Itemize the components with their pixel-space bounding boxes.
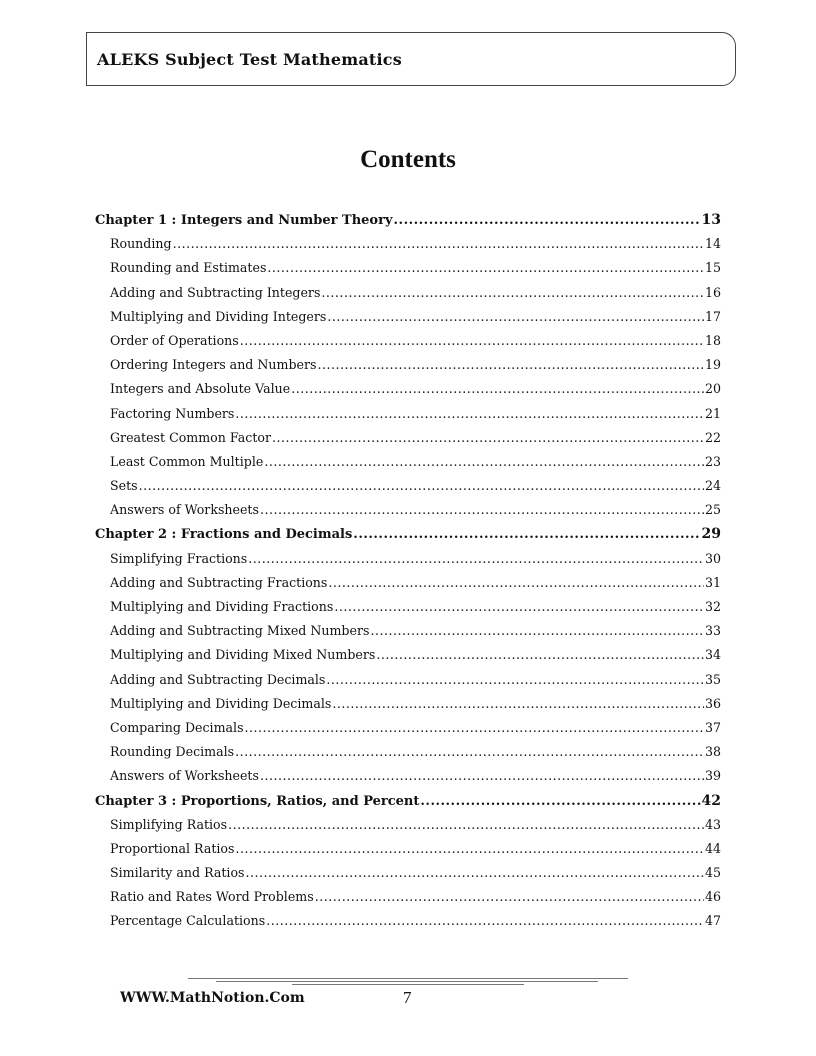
toc-chapter-entry[interactable] xyxy=(95,212,721,236)
toc-entry[interactable] xyxy=(95,599,721,623)
toc-entry[interactable] xyxy=(95,744,721,768)
footer-website: WWW.MathNotion.Com xyxy=(120,990,305,1006)
footer-rule xyxy=(188,978,628,979)
toc-entry[interactable] xyxy=(95,720,721,744)
toc-leader-dots xyxy=(370,623,704,638)
toc-leader-dots xyxy=(139,478,704,493)
toc-leader-dots xyxy=(321,285,704,300)
toc-leader-dots xyxy=(235,841,703,856)
toc-page-number: 38 xyxy=(704,744,721,760)
toc-leader-dots xyxy=(260,768,704,783)
toc-page-number: 35 xyxy=(704,671,721,687)
toc-page-number: 25 xyxy=(704,502,721,518)
toc-entry-title: Percentage Calculations xyxy=(110,913,266,929)
toc-entry-title: Sets xyxy=(110,478,138,494)
toc-leader-dots xyxy=(315,889,704,904)
toc-entry[interactable] xyxy=(95,357,721,381)
toc-entry-title: Multiplying and Dividing Decimals xyxy=(110,695,332,711)
toc-entry[interactable] xyxy=(95,889,721,913)
toc-page-number: 19 xyxy=(704,357,721,373)
toc-entry[interactable] xyxy=(95,672,721,696)
toc-leader-dots xyxy=(327,309,704,324)
toc-page-number: 42 xyxy=(701,792,721,809)
toc-entry[interactable] xyxy=(95,454,721,478)
toc-entry[interactable] xyxy=(95,260,721,284)
toc-leader-dots xyxy=(317,357,704,372)
toc-page-number: 23 xyxy=(704,453,721,469)
toc-entry-title: Adding and Subtracting Fractions xyxy=(110,574,328,590)
toc-entry-title: Simplifying Fractions xyxy=(110,550,248,566)
toc-entry-title: Similarity and Ratios xyxy=(110,865,245,881)
toc-entry-title: Proportional Ratios xyxy=(110,840,235,856)
toc-page-number: 47 xyxy=(704,913,721,929)
toc-entry-title: Multiplying and Dividing Mixed Numbers xyxy=(110,647,376,663)
toc-leader-dots xyxy=(332,696,704,711)
toc-chapter-entry[interactable] xyxy=(95,526,721,550)
toc-page-number: 13 xyxy=(701,212,721,228)
toc-leader-dots xyxy=(245,720,704,735)
toc-entry[interactable] xyxy=(95,841,721,865)
toc-entry-title: Ratio and Rates Word Problems xyxy=(110,889,314,905)
toc-entry-title: Order of Operations xyxy=(110,332,239,348)
toc-entry[interactable] xyxy=(95,768,721,792)
toc-page-number: 29 xyxy=(701,526,721,543)
toc-page-number: 39 xyxy=(704,768,721,784)
toc-page-number: 46 xyxy=(704,889,721,905)
toc-entry-title: Rounding and Estimates xyxy=(110,260,267,276)
toc-entry[interactable] xyxy=(95,430,721,454)
toc-page-number: 30 xyxy=(704,550,721,566)
toc-entry[interactable] xyxy=(95,478,721,502)
toc-entry[interactable] xyxy=(95,502,721,526)
toc-entry[interactable] xyxy=(95,623,721,647)
toc-leader-dots xyxy=(248,551,704,566)
toc-page-number: 44 xyxy=(704,840,721,856)
toc-entry[interactable] xyxy=(95,236,721,260)
table-of-contents xyxy=(95,212,721,938)
header-title: ALEKS Subject Test Mathematics xyxy=(97,50,402,69)
toc-entry-title: Multiplying and Dividing Integers xyxy=(110,308,327,324)
toc-page-number: 32 xyxy=(704,599,721,614)
toc-entry-title: Simplifying Ratios xyxy=(110,816,228,832)
toc-entry[interactable] xyxy=(95,406,721,430)
toc-entry-title: Greatest Common Factor xyxy=(110,429,271,445)
toc-entry[interactable] xyxy=(95,696,721,720)
toc-entry-title: Factoring Numbers xyxy=(110,405,235,421)
toc-leader-dots xyxy=(353,527,700,542)
toc-page-number: 37 xyxy=(704,719,721,735)
toc-entry[interactable] xyxy=(95,285,721,309)
toc-entry-title: Multiplying and Dividing Fractions xyxy=(110,599,334,614)
toc-leader-dots xyxy=(173,236,704,251)
toc-page-number: 21 xyxy=(704,405,721,421)
toc-entry-title: Chapter 2 : Fractions and Decimals xyxy=(95,527,353,543)
toc-entry-title: Answers of Worksheets xyxy=(110,502,259,518)
toc-entry-title: Adding and Subtracting Mixed Numbers xyxy=(110,623,370,639)
toc-page-number: 17 xyxy=(704,308,721,324)
toc-leader-dots xyxy=(246,865,704,880)
toc-entry[interactable] xyxy=(95,381,721,405)
toc-page-number: 18 xyxy=(704,332,721,348)
toc-leader-dots xyxy=(240,333,704,348)
toc-entry-title: Adding and Subtracting Integers xyxy=(110,284,321,300)
toc-page-number: 16 xyxy=(704,284,721,300)
toc-page-number: 24 xyxy=(704,478,721,494)
toc-page-number: 22 xyxy=(704,429,721,445)
toc-leader-dots xyxy=(334,599,704,614)
toc-entry-title: Answers of Worksheets xyxy=(110,768,259,784)
toc-leader-dots xyxy=(235,744,704,759)
toc-leader-dots xyxy=(328,575,704,590)
toc-entry-title: Adding and Subtracting Decimals xyxy=(110,671,326,687)
toc-page-number: 20 xyxy=(704,381,721,397)
toc-leader-dots xyxy=(420,794,700,809)
toc-leader-dots xyxy=(291,381,704,396)
toc-leader-dots xyxy=(266,913,704,928)
toc-entry-title: Least Common Multiple xyxy=(110,453,264,469)
toc-entry[interactable] xyxy=(95,309,721,333)
toc-entry[interactable] xyxy=(95,575,721,599)
toc-entry-title: Chapter 3 : Proportions, Ratios, and Percent xyxy=(95,793,420,809)
toc-entry[interactable] xyxy=(95,333,721,357)
toc-entry[interactable] xyxy=(95,913,721,937)
toc-leader-dots xyxy=(272,430,704,445)
toc-entry-title: Integers and Absolute Value xyxy=(110,381,291,397)
toc-entry-title: Chapter 1 : Integers and Number Theory xyxy=(95,213,393,228)
footer-page-number: 7 xyxy=(403,988,412,1007)
toc-page-number: 31 xyxy=(704,574,721,590)
toc-entry[interactable] xyxy=(95,647,721,671)
toc-entry[interactable] xyxy=(95,865,721,889)
toc-leader-dots xyxy=(267,260,704,275)
footer-rule xyxy=(216,981,598,982)
toc-page-number: 43 xyxy=(704,816,721,832)
toc-entry-title: Rounding Decimals xyxy=(110,744,235,760)
toc-entry[interactable] xyxy=(95,551,721,575)
page-title: Contents xyxy=(360,146,456,173)
toc-leader-dots xyxy=(260,502,704,517)
toc-entry-title: Rounding xyxy=(110,236,172,252)
toc-leader-dots xyxy=(394,213,701,228)
toc-leader-dots xyxy=(228,817,704,832)
toc-entry-title: Comparing Decimals xyxy=(110,719,244,735)
toc-chapter-entry[interactable] xyxy=(95,793,721,817)
toc-page-number: 14 xyxy=(704,236,721,252)
footer-rule xyxy=(292,984,524,985)
toc-leader-dots xyxy=(264,454,704,469)
toc-leader-dots xyxy=(235,406,704,421)
toc-leader-dots xyxy=(326,672,704,687)
toc-entry[interactable] xyxy=(95,817,721,841)
toc-page-number: 34 xyxy=(704,647,721,663)
toc-page-number: 36 xyxy=(704,695,721,711)
toc-page-number: 33 xyxy=(704,623,721,639)
toc-page-number: 15 xyxy=(704,260,721,276)
toc-leader-dots xyxy=(376,647,704,662)
toc-entry-title: Ordering Integers and Numbers xyxy=(110,357,317,373)
toc-page-number: 45 xyxy=(704,865,721,881)
header-box xyxy=(86,32,736,86)
